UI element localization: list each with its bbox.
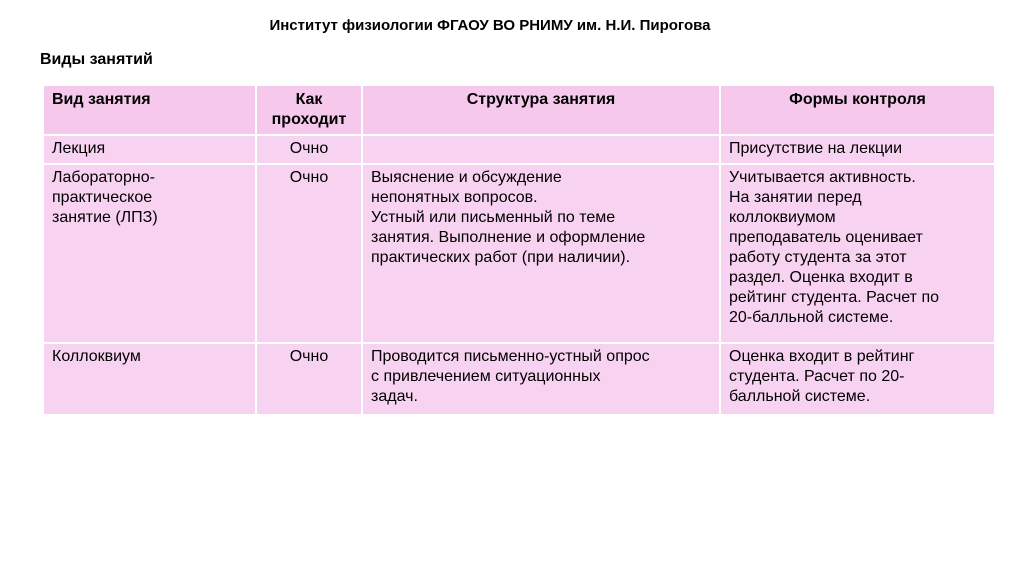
lesson-types-table xyxy=(42,84,996,416)
cell-type: Лекция xyxy=(43,135,256,164)
table-row xyxy=(43,135,995,164)
table-row xyxy=(43,343,995,415)
section-heading: Виды занятий xyxy=(40,51,153,68)
cell-structure: Выяснение и обсуждение непонятных вопросов. Устный или письменный по теме занятия. Выполнение и оформление практических работ (при наличии). xyxy=(362,164,720,343)
cell-type: Коллоквиум xyxy=(43,343,256,415)
cell-structure xyxy=(362,135,720,164)
header-type: Вид занятия xyxy=(43,85,256,135)
cell-mode: Очно xyxy=(256,343,362,415)
cell-mode: Очно xyxy=(256,164,362,343)
header-structure: Структура занятия xyxy=(362,85,720,135)
table-header-row xyxy=(43,85,995,135)
cell-structure: Проводится письменно-устный опрос с привлечением ситуационных задач. xyxy=(362,343,720,415)
cell-type: Лабораторно- практическое занятие (ЛПЗ) xyxy=(43,164,256,343)
cell-control: Оценка входит в рейтинг студента. Расчет по 20- балльной системе. xyxy=(720,343,995,415)
cell-control: Присутствие на лекции xyxy=(720,135,995,164)
header-mode: Как проходит xyxy=(256,85,362,135)
slide-title: Институт физиологии ФГАОУ ВО РНИМУ им. Н.И. Пирогова xyxy=(269,17,711,34)
cell-control: Учитывается активность. На занятии перед коллоквиумом преподаватель оценивает работу студента за этот раздел. Оценка входит в рейтинг студента. Расчет по 20-балльной системе. xyxy=(720,164,995,343)
header-control: Формы контроля xyxy=(720,85,995,135)
cell-mode: Очно xyxy=(256,135,362,164)
table-row xyxy=(43,164,995,343)
